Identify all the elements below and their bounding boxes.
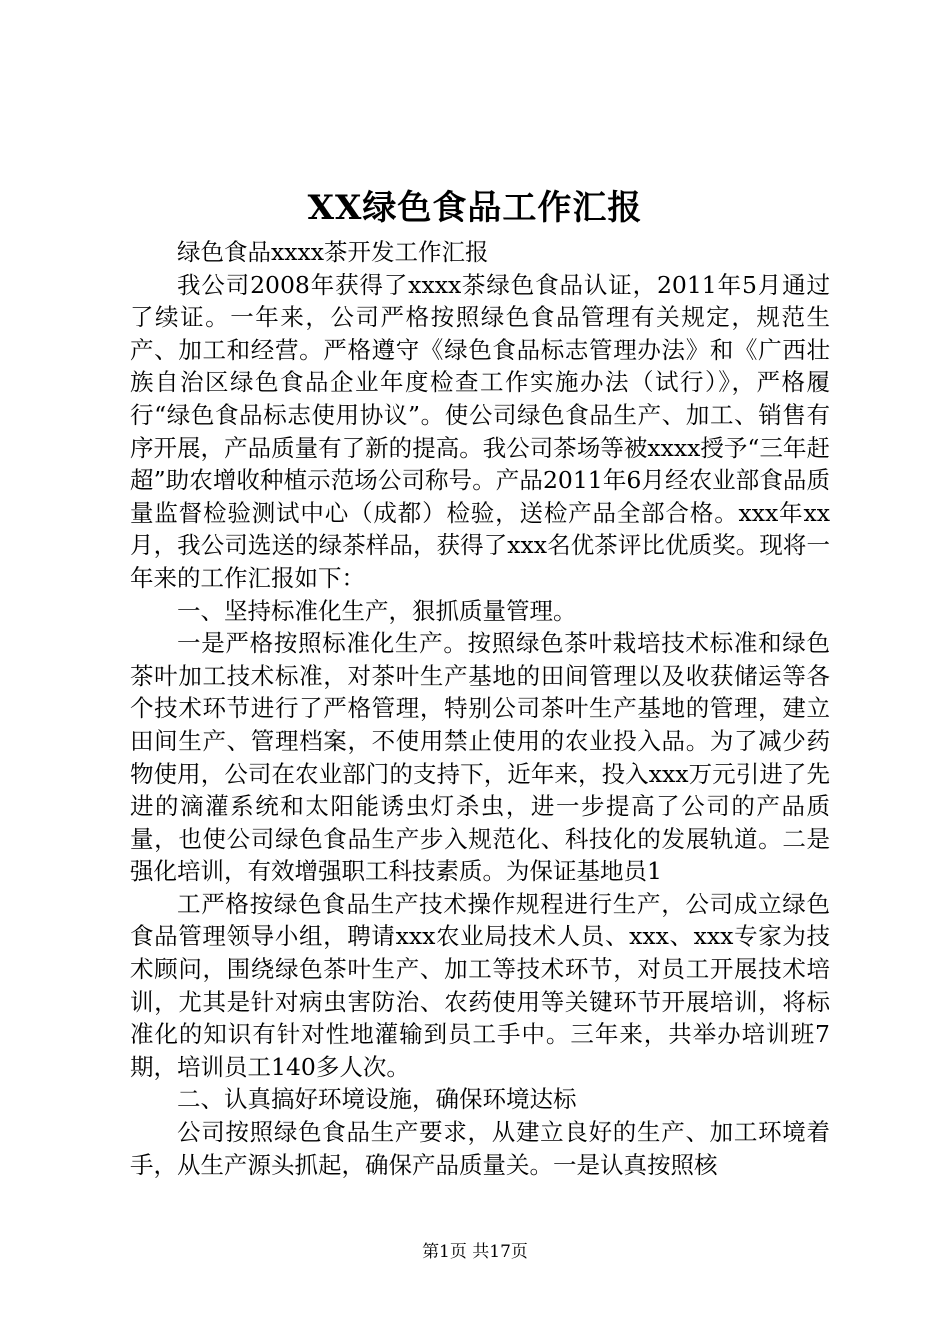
section-heading-1: 一、坚持标准化生产，狠抓质量管理。 [177,596,577,625]
intro-paragraph: 我公司2008年获得了xxxx茶绿色食品认证，2011年5月通过了续证。一年来，公司严格按照绿色食品管理有关规定，规范生产、加工和经营。严格遵守《绿色食品标志管理办法》和《广西壮族自治区绿色食品企业年度检查工作实施办法（试行）》，严格履行“绿色食品标志使用协议”。使公司绿色食品生产、加工、销售有序开展，产品质量有了新的提高。我公司茶场等被xxxx授予“三年赶超”助农增收种植示范场公司称号。产品2011年6月经农业部食品质量监督检验测试中心（成都）检验，送检产品全部合格。xxx年xx月，我公司选送的绿茶样品，获得了xxx名优茶评比优质奖。现将一年来的工作汇报如下： [130,270,830,592]
body-paragraph: 一是严格按照标准化生产。按照绿色茶叶栽培技术标准和绿色茶叶加工技术标准，对茶叶生产基地的田间管理以及收获储运等各个技术环节进行了严格管理，特别公司茶叶生产基地的管理，建立田间生产、管理档案，不使用禁止使用的农业投入品。为了减少药物使用，公司在农业部门的支持下，近年来，投入xxx万元引进了先进的滴灌系统和太阳能诱虫灯杀虫，进一步提高了公司的产品质量，也使公司绿色食品生产步入规范化、科技化的发展轨道。二是强化培训，有效增强职工科技素质。为保证基地员1 [130,629,830,886]
document-body [130,236,830,1181]
subtitle-paragraph: 绿色食品xxxx茶开发工作汇报 [177,238,489,266]
document-title: XX绿色食品工作汇报 [307,188,643,228]
body-paragraph: 工严格按绿色食品生产技术操作规程进行生产，公司成立绿色食品管理领导小组，聘请xxx农业局技术人员、xxx、xxx专家为技术顾问，围绕绿色茶叶生产、加工等技术环节，对员工开展技术培训，尤其是针对病虫害防治、农药使用等关键环节开展培训，将标准化的知识有针对性地灌输到员工手中。三年来，共举办培训班7期，培训员工140多人次。 [130,889,830,1081]
section-heading-2: 二、认真搞好环境设施，确保环境达标 [177,1085,577,1114]
page-number-footer: 第1页 共17页 [422,1242,528,1262]
body-paragraph: 公司按照绿色食品生产要求，从建立良好的生产、加工环境着手，从生产源头抓起，确保产品质量关。一是认真按照核 [130,1118,830,1179]
